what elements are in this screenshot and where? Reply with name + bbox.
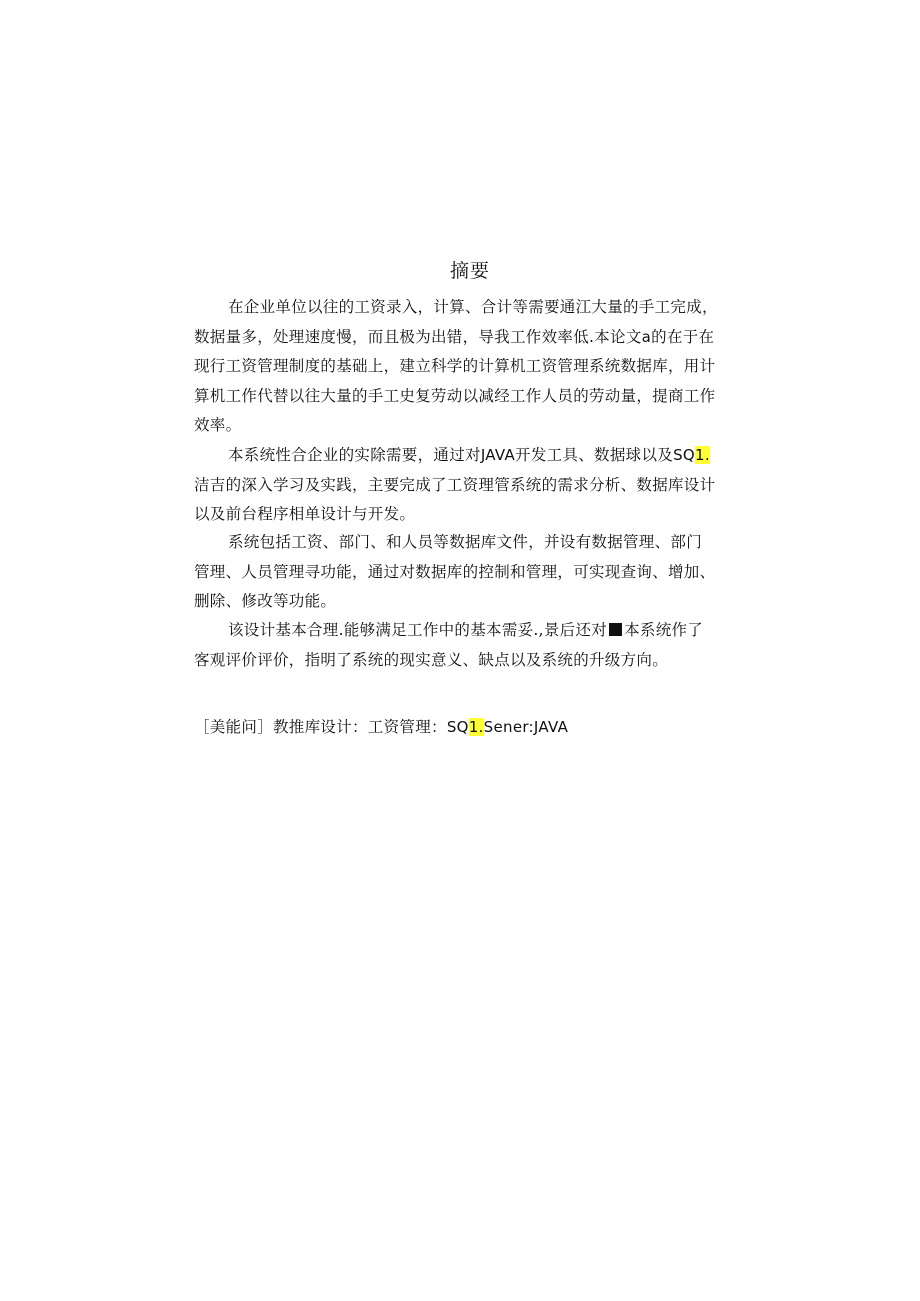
keywords-highlight: 1.	[468, 718, 484, 736]
paragraph-4-line-1-tail: 本系统作了	[624, 621, 704, 639]
keywords-line	[194, 713, 568, 742]
paragraph-2-line-2: 洁吉的深入学习及实践，主要完成了工资理管系统的需求分析、数据库设计	[194, 475, 716, 494]
paragraph-1-line-2-letter: a	[641, 327, 652, 346]
paragraph-1-line-2-text: 数据量多，处理速度慢，而且极为出错，导我工作效率低.本论文	[194, 327, 642, 346]
paragraph-2-line-1-text: 本系统性合企业的实除需要，通过对	[228, 446, 481, 464]
paragraph-3-line-3: 删除、修改等功能。	[194, 592, 337, 610]
keywords-rest: Sener:JAVA	[483, 718, 569, 736]
paragraph-1-line-4: 算机工作代替以往大量的手工史复劳动以减经工作人员的劳动量，提商工作	[194, 386, 716, 405]
paragraph-4-line-1	[194, 616, 754, 646]
abstract-paragraph-1	[194, 293, 754, 441]
abstract-paragraph-2	[194, 441, 754, 530]
paragraph-1-line-3: 现行工资管理制度的基础上，建立科学的计算机工资管理系统数据库，用计	[194, 357, 716, 375]
paragraph-3-line-2: 管理、人员管理寻功能，通过对数据库的控制和管理，可实现查询、增加、	[194, 562, 716, 581]
paragraph-1-line-2-tail: 的在于在	[651, 327, 715, 346]
paragraph-4-line-2: 客观评价评价，指明了系统的现实意义、缺点以及系统的升级方向。	[194, 650, 669, 669]
paragraph-3-line-1: 系统包括工资、部门、和人员等数据库文件，并设有数据管理、部门	[228, 533, 703, 551]
abstract-paragraph-4	[194, 616, 754, 675]
paragraph-2-line-1-mid: 开发工具、数据球以及	[515, 446, 674, 464]
black-square-icon	[609, 623, 622, 636]
keywords-sq: SQ	[446, 718, 469, 736]
paragraph-2-java: JAVA	[480, 446, 516, 464]
abstract-title: 摘要	[449, 260, 490, 282]
abstract-paragraph-3	[194, 528, 754, 617]
paragraph-1-line-1: 在企业单位以往的工资录入，计算、合计等需要通江大量的手工完成，	[228, 298, 718, 316]
paragraph-2-highlight: 1.	[695, 446, 710, 464]
paragraph-1-line-2	[194, 323, 754, 353]
paragraph-2-line-3: 以及前台程序相单设计与开发。	[194, 505, 416, 523]
paragraph-2-line-1	[194, 441, 754, 471]
paragraph-2-sq: SQ	[673, 446, 695, 464]
paragraph-4-line-1-text: 该设计基本合理.能够满足工作中的基本需妥.,景后还对	[228, 621, 608, 639]
paragraph-1-line-5: 效率。	[194, 416, 242, 434]
keywords-label: ［美能问］教推库设计：工资管理：	[194, 718, 447, 736]
